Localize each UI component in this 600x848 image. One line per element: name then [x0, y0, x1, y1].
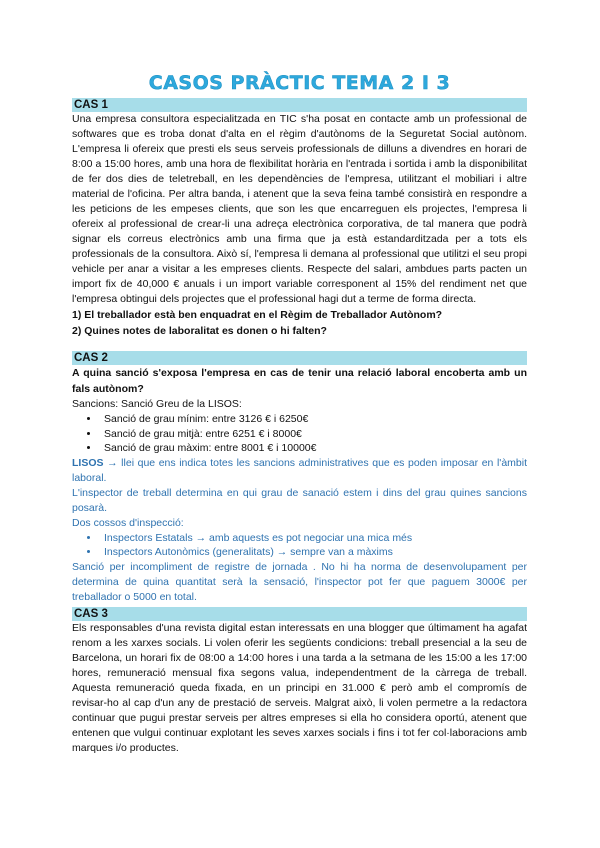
cossos-intro: Dos cossos d'inspecció: — [72, 516, 184, 529]
case-1-body: Una empresa consultora especialitzada en TIC s'ha posat en contacte amb un professional de softwares que es troba donat d'alta en el règim d'autònoms de la Seguretat Social autònom. L'empresa li ofereix que presti els seus serveis professionals de dilluns a divendres en horari de 8:00 a 15:00 hores, amb una hora de flexibilitat horària en l'entrada i sortida i amb la disponibilitat de fer dos dies de teletreball, en les dependències de l'empresa, utilitzant el mobiliari i altre material de l'oficina. Per altra banda, i atenent que la seva feina també consistirà en respondre a les peticions de les empeses clients, que son les que encarreguen els projectes, l'empresa li ofereix al professional de crear-li una adreça electrònica corporativa, de tal manera que podrà signar els correus electrònics amb una firma que ja està estandarditzada per a tots els professionals de la consultora. Això sí, l'empresa li demana al professional que utilitzi el seu propi vehicle per anar a visitar a les empreses clients. Respecte del salari, ambdues parts pacten un import fix de 40,000 € anuals i un import variable corresponent al 15% del rendiment net que l'empresa obtingui dels projectes que el professional hagi dut a terme de forma directa. — [72, 113, 527, 305]
document-page — [72, 72, 527, 756]
document-title: CASOS PRÀCTIC TEMA 2 I 3 — [148, 72, 451, 94]
case-2-header: CAS 2 — [72, 351, 527, 365]
list-item: • Inspectors Autonòmics (generalitats) → sempre van a màxims — [100, 545, 527, 560]
list-item: • Sanció de grau màxim: entre 8001 € i 10000€ — [100, 441, 527, 456]
registre-jornada-note: Sanció per incompliment de registre de jornada . No hi ha norma de desenvolupament per determina de quina quantitat serà la sensació, l'inspector pot fer que paguem 3000€ per treballador o 5000 en total. — [72, 560, 527, 603]
cossos-list — [72, 531, 527, 560]
case-3-header: CAS 3 — [72, 607, 527, 621]
sancions-list — [72, 412, 527, 456]
case-3-body: Els responsables d'una revista digital estan interessats en una blogger que últimament ha agafat renom a les xarxes socials. Li volen oferir les següents condicions: treball presencial a la seu de Barcelona, un horari fix de 08:00 a 14:00 hores i una tarda a la setmana de les 15:00 a les 17:00 hores, remuneració mensual fixa segons valua, independentment de la càrrega de treball. Aquesta remuneració queda fixada, en un principi en 31.000 € però amb el compromís de revisar-ho al cap d'un any de prestació de serveis. Malgrat això, li volen permetre a la redactora continuar que pugui prestar serveis per altres empreses si ella ho considera oportú, atenent que entenen que vulgui continuar explotant les seves xarxes socials i fins i tot fer col·laboracions amb marques i/o productes. — [72, 621, 527, 754]
case-1-header: CAS 1 — [72, 98, 527, 112]
list-item: • Inspectors Estatals → amb aquests es pot negociar una mica més — [100, 531, 527, 546]
list-item: • Sanció de grau mitjà: entre 6251 € i 8000€ — [100, 427, 527, 442]
case-2-sancions-intro: Sancions: Sanció Greu de la LISOS: — [72, 398, 242, 410]
case-2-question: A quina sanció s'exposa l'empresa en cas de tenir una relació laboral encoberta amb un fals autònom? — [72, 367, 527, 395]
list-item: • Sanció de grau mínim: entre 3126 € i 6250€ — [100, 412, 527, 427]
lisos-term: LISOS — [72, 456, 104, 469]
lisos-definition — [72, 456, 527, 486]
case-1-question-1: 1) El treballador està ben enquadrat en el Règim de Treballador Autònom? — [72, 309, 443, 321]
lisos-text: → llei que ens indica totes les sancions administratives que es poden imposar en l'àmbit laboral. — [72, 456, 527, 484]
case-1-question-2: 2) Quines notes de laboralitat es donen o hi falten? — [72, 325, 327, 337]
inspector-note: L'inspector de treball determina en qui grau de sanació estem i dins del grau quines sancions posarà. — [72, 486, 527, 514]
